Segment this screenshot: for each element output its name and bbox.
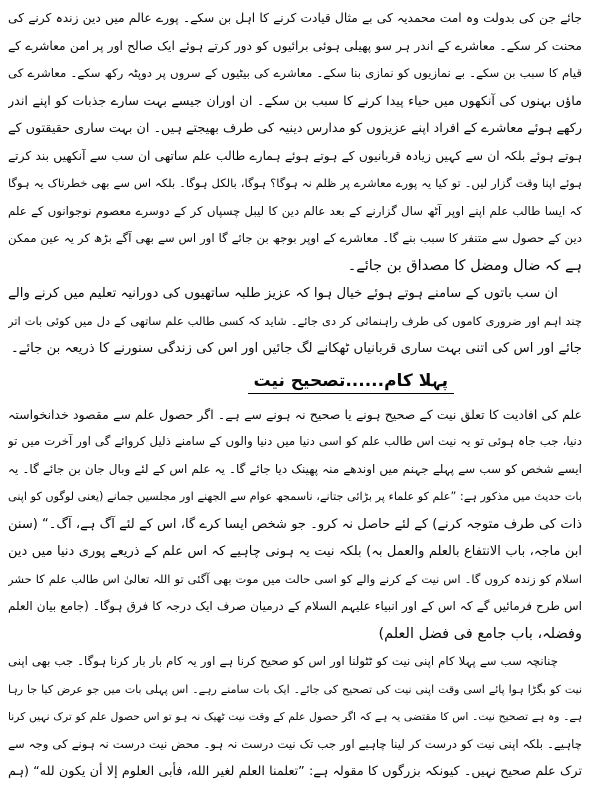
text-line: دین کے حصول سے متنفر کا سبب بنے گا۔ معاشرے کے اوپر بوجھ بن جائے گا اور اس سے بھی آگے بڑھ کر یہ عین ممکن	[8, 231, 582, 245]
text-line: اسلام کو زندہ کروں گا۔ اس نیت کے کرنے والے کو اسی حالت میں موت بھی آگئی تو اللہ تعالیٰ اس طالب علم کا حشر	[8, 571, 582, 586]
text-line: کہ ایسا طالب علم اپنے اوپر آٹھ سال گزارنے کے بعد عالم دین کا لیبل چسپاں کر کے دوسرے معصوم نوجوانوں کے علم	[8, 203, 582, 218]
text-line: محنت کر سکے۔ معاشرے کے اندر ہر سو پھیلی ہوئی برائیوں کو دور کرتے ہوئے ایک صالح اور پر امن معاشرے کے	[8, 38, 582, 53]
text-line: ایسے شخص کو سب سے پہلے جہنم میں اوندھے منہ پھینک دیا جائے گا۔ یہ علم اس کے لئے وبال جان بن جائے گا۔ یہ	[8, 461, 582, 476]
section-heading	[8, 363, 582, 401]
paragraph-4	[8, 648, 582, 786]
text-line: چنانچہ سب سے پہلا کام اپنی نیت کو ٹٹولنا اور اس کو صحیح کرنا ہے اور یہ کام بار بار کرنا ہوگا۔ جب بھی اپنی	[8, 654, 558, 668]
text-line: دنیا، جب جاہ ہوئی تو یہ نیت اس طالب علم کو اسی دنیا میں دنیا والوں کے سامنے ذلیل کروائے گی اور آخرت میں تو	[8, 434, 582, 448]
text-line: ان سب باتوں کے سامنے ہوتے ہوئے خیال ہوا کہ عزیز طلبہ ساتھیوں کی دورانیہ تعلیم میں کرنے والے	[8, 286, 558, 301]
text-line: وفضلہ، باب جامع فی فضل العلم)	[378, 625, 582, 642]
text-line: علم کی افادیت کا تعلق نیت کے صحیح ہونے یا صحیح نہ ہونے سے ہے۔ اگر حصول علم سے مقصود خدانخواستہ	[8, 406, 582, 422]
paragraph-1	[8, 5, 582, 280]
text-line: نیت کو بگڑا ہوا پائے اسی وقت اپنی نیت کی تصحیح کی جائے۔ ایک بات سامنے رہے۔ اس پہلی بات میں جو عرض کیا جا رہا	[8, 682, 582, 696]
text-line: ہے کہ ضال ومضل کا مصداق بن جائے۔	[347, 257, 582, 274]
text-line: ماؤں بہنوں کی آنکھوں میں حیاء پیدا کرنے کا سبب بن سکے۔ ان اوران جیسے بہت سارے جذبات کو اپنے اندر	[8, 93, 582, 109]
text-line: ہوتے ہوئے بلکہ ان سے کہیں زیادہ قربانیوں کے ہوتے ہوئے ہمارے طالب علم ساتھی ان سب سے آنکھیں بند کرتے	[8, 148, 582, 163]
text-line: جائے جن کی بدولت وہ امت محمدیہ کی بے مثال قیادت کرنے کا اہل بن سکے۔ پورے عالم میں دین زندہ کرنے کی	[8, 11, 582, 25]
section-heading-text: پہلا کام......تصحیح نیت	[248, 371, 454, 394]
paragraph-2	[8, 280, 582, 363]
text-line: ہوئے اپنا وقت گزار لیں۔ تو کیا یہ پورے معاشرے پر ظلم نہ ہوگا؟ ہوگا، بالکل ہوگا۔ بلکہ اس سے بھی خطرناک یہ ہوگا	[8, 176, 582, 190]
text-line: ہے۔ وہ ہے تصحیح نیت۔ اس کا مقتضی یہ ہے کہ اگر حصول علم کے وقت نیت ٹھیک نہ ہو تو اس حصول علم کو ترک نہیں کرنا	[8, 710, 582, 723]
text-line: چند اہم اور ضروری کاموں کی طرف راہنمائی کر دی جائے۔ شاید کہ کسی طالب علم ساتھی کے دل میں کوئی بات اتر	[8, 313, 582, 328]
text-line: قیام کا سبب بن سکے۔ بے نمازیوں کو نمازی بنا سکے۔ معاشرے کی بیٹیوں کے سروں پر دوپٹہ رکھ سکے۔ معاشرے کی	[8, 66, 582, 80]
text-line: ترک علم صحیح نہیں۔ کیونکہ بزرگوں کا مقولہ ہے: ”تعلمنا العلم لغير الله، فأبى العلوم إلا أن يكون لله“ (ہم	[8, 764, 582, 779]
text-line: رکھے ہوئے معاشرے کے افراد اپنے عزیزوں کو مدارس دینیہ کی طرف بھیجتے ہیں۔ ان بہت ساری حقیقتوں کے	[8, 121, 582, 136]
text-line: اس طرح فرمائیں گے کہ اس کے اور انبیاء علیہم السلام کے درمیان صرف ایک درجہ کا فرق ہوگا۔ (جامع بیان العلم	[8, 599, 582, 613]
text-line: بات حدیث میں مذکور ہے: ”علم کو علماء پر بڑائی جتانے، ناسمجھ عوام سے الجھنے اور مجلسیں جمانے (یعنی لوگوں کو اپنی	[8, 490, 582, 503]
text-line: چاہیے۔ بلکہ اپنی نیت کو درست کر لینا چاہیے اور جب تک نیت درست نہ ہو۔ محض نیت درست نہ ہونے کی وجہ سے	[8, 736, 582, 751]
text-line: ذات کی طرف متوجہ کرنے) کے لئے حاصل نہ کرو۔ جو شخص ایسا کرے گا، اس کے لئے آگ ہے، آگ۔“ (سنن	[8, 516, 582, 532]
text-line: جائے اور اس کی اتنی بہت ساری قربانیاں ٹھکانے لگ جائیں اور اس کی زندگی سنورنے کا ذریعہ بن جائے۔	[10, 341, 582, 356]
text-line: ابن ماجہ، باب الانتفاع بالعلم والعمل بہ) بلکہ نیت یہ ہونی چاہیے کہ اس علم کے ذریعے پوری دنیا میں دین	[8, 544, 582, 559]
paragraph-3	[8, 401, 582, 649]
